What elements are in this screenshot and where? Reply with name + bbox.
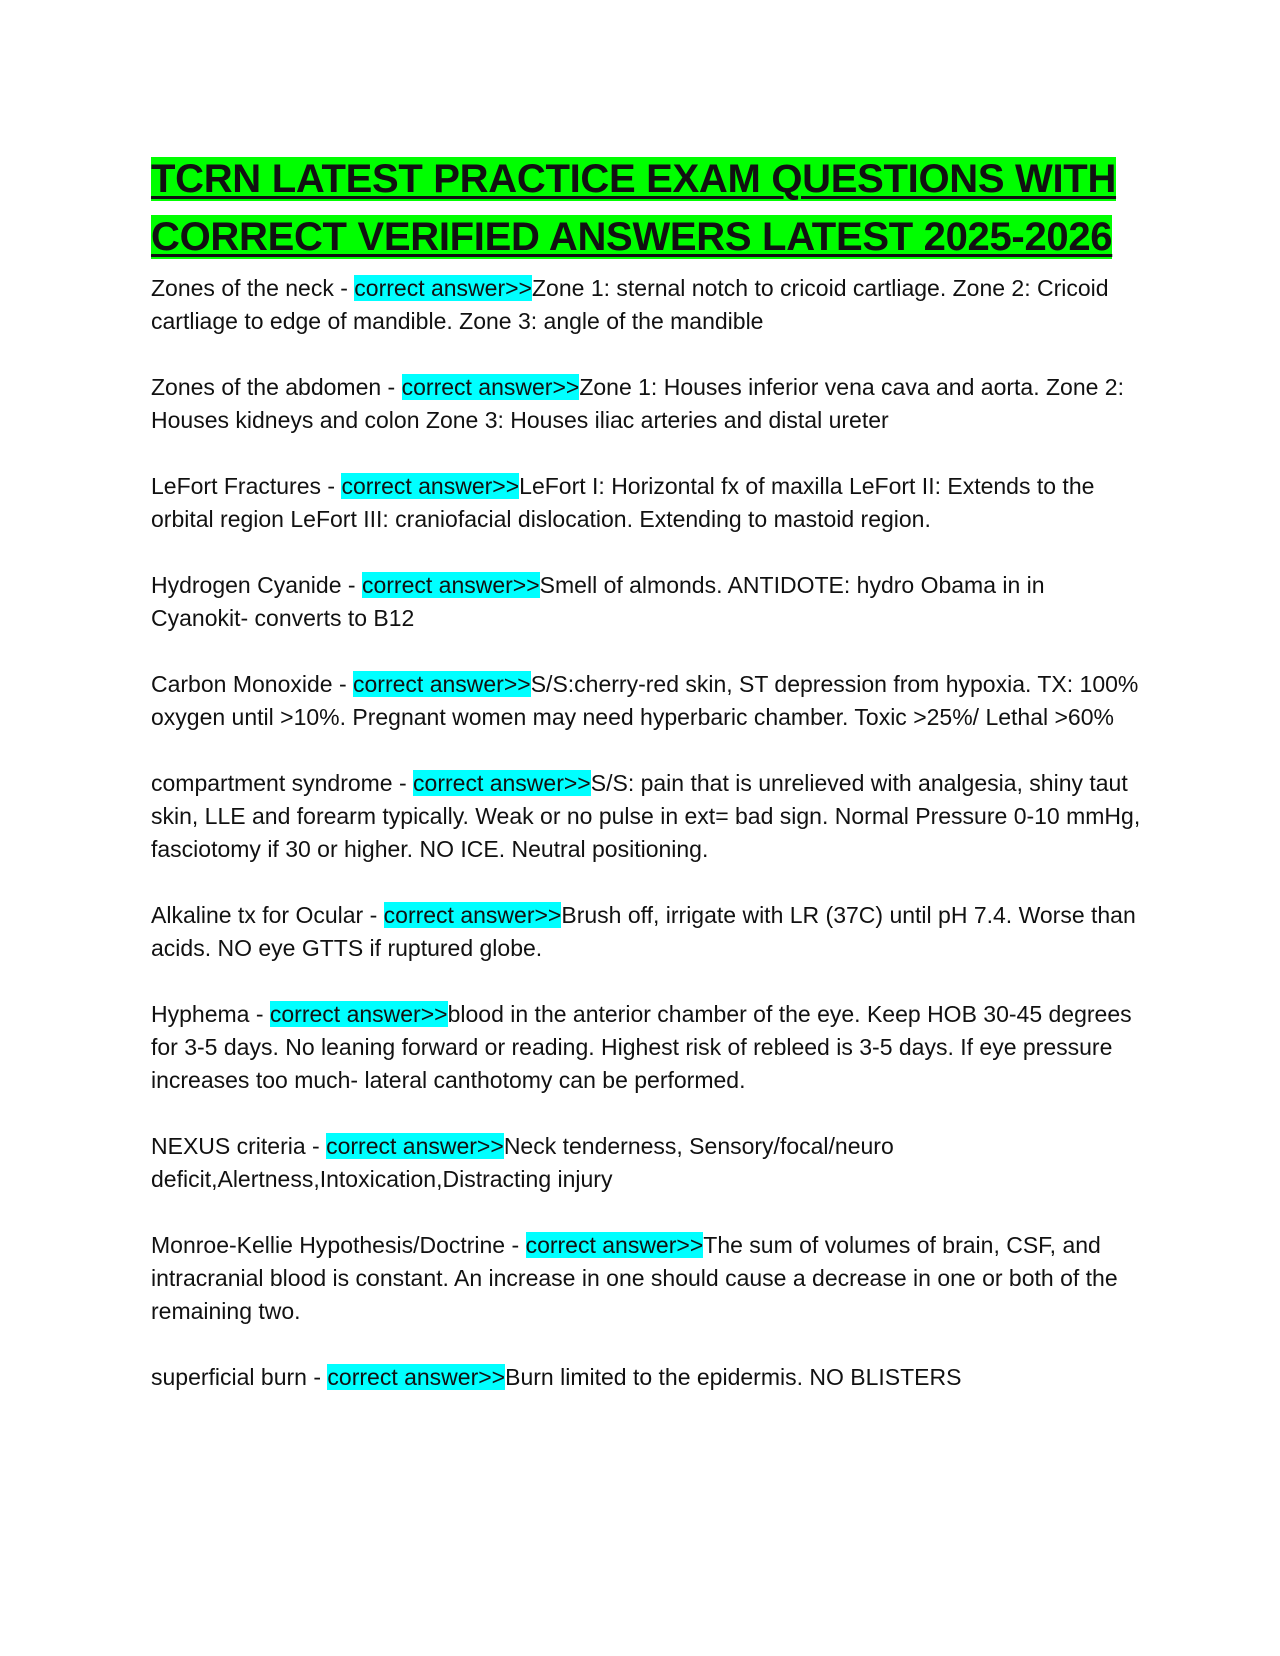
qa-entry: [151, 371, 1141, 437]
entry-answer: Smell of almonds. ANTIDOTE: hydro Obama in in Cyanokit- converts to B12: [151, 572, 1045, 631]
entry-separator: -: [305, 1133, 327, 1159]
entry-separator: -: [332, 671, 354, 697]
entry-term: Zones of the abdomen: [151, 374, 382, 400]
entry-separator: -: [505, 1232, 526, 1258]
qa-entry: [151, 272, 1141, 338]
qa-entry: [151, 1130, 1141, 1196]
entry-answer: S/S: pain that is unrelieved with analgesia, shiny taut skin, LLE and forearm typically. Weak or no pulse in ext= bad sign. Normal Pressure 0-10 mmHg, fasciotomy if 30 or higher. NO ICE. Neutral positioning.: [151, 770, 1141, 862]
entry-answer: Neck tenderness, Sensory/focal/neuro deficit,Alertness,Intoxication,Distracting injury: [151, 1133, 894, 1192]
entry-term: Hydrogen Cyanide: [151, 572, 342, 598]
entry-term: Carbon Monoxide: [151, 671, 333, 697]
entry-answer: S/S:cherry-red skin, ST depression from hypoxia. TX: 100% oxygen until >10%. Pregnant women may need hyperbaric chamber. Toxic >25%/ Lethal >60%: [151, 671, 1139, 730]
entry-term: compartment syndrome: [151, 770, 393, 796]
correct-answer-label: correct answer>>: [269, 1001, 448, 1027]
entry-term: Hyphema: [151, 1001, 250, 1027]
entry-separator: -: [321, 473, 342, 499]
document-title: [151, 150, 1131, 266]
entry-separator: -: [392, 770, 414, 796]
entry-answer: Zone 1: sternal notch to cricoid cartliage. Zone 2: Cricoid cartliage to edge of mandible. Zone 3: angle of the mandible: [151, 275, 1109, 334]
qa-entry: [151, 1361, 1141, 1394]
entry-term: Monroe-Kellie Hypothesis/Doctrine: [151, 1232, 506, 1258]
correct-answer-label: correct answer>>: [341, 473, 520, 499]
correct-answer-label: correct answer>>: [383, 902, 562, 928]
correct-answer-label: correct answer>>: [401, 374, 580, 400]
entry-term: Zones of the neck: [151, 275, 334, 301]
entry-separator: -: [249, 1001, 270, 1027]
qa-entry: [151, 569, 1141, 635]
entry-answer: Burn limited to the epidermis. NO BLISTERS: [505, 1364, 962, 1390]
qa-entry: [151, 998, 1141, 1097]
entry-answer: blood in the anterior chamber of the eye. Keep HOB 30-45 degrees for 3-5 days. No leaning forward or reading. Highest risk of rebleed is 3-5 days. If eye pressure increases too much- lateral canthotomy can be performed.: [151, 1001, 1132, 1093]
qa-entry: [151, 470, 1141, 536]
entry-separator: -: [363, 902, 384, 928]
correct-answer-label: correct answer>>: [353, 671, 531, 697]
title-line-2: CORRECT VERIFIED ANSWERS LATEST 2025-2026: [151, 215, 1113, 259]
correct-answer-label: correct answer>>: [327, 1364, 506, 1390]
qa-list: [151, 272, 1141, 1394]
entry-separator: -: [341, 572, 362, 598]
entry-separator: -: [306, 1364, 328, 1390]
qa-entry: [151, 668, 1141, 734]
correct-answer-label: correct answer>>: [413, 770, 591, 796]
entry-answer: LeFort I: Horizontal fx of maxilla LeFort II: Extends to the orbital region LeFort III: craniofacial dislocation. Extending to mastoid region.: [151, 473, 1095, 532]
entry-term: LeFort Fractures: [151, 473, 321, 499]
entry-answer: Brush off, irrigate with LR (37C) until pH 7.4. Worse than acids. NO eye GTTS if ruptured globe.: [151, 902, 1136, 961]
document-page: [151, 150, 1141, 1427]
entry-separator: -: [381, 374, 402, 400]
entry-answer: Zone 1: Houses inferior vena cava and aorta. Zone 2: Houses kidneys and colon Zone 3: Houses iliac arteries and distal ureter: [151, 374, 1124, 433]
qa-entry: [151, 899, 1141, 965]
entry-answer: The sum of volumes of brain, CSF, and intracranial blood is constant. An increase in one should cause a decrease in one or both of the remaining two.: [151, 1232, 1118, 1324]
entry-term: NEXUS criteria: [151, 1133, 306, 1159]
entry-term: superficial burn: [151, 1364, 307, 1390]
qa-entry: [151, 1229, 1141, 1328]
qa-entry: [151, 767, 1141, 866]
correct-answer-label: correct answer>>: [525, 1232, 704, 1258]
correct-answer-label: correct answer>>: [354, 275, 532, 301]
correct-answer-label: correct answer>>: [361, 572, 540, 598]
entry-term: Alkaline tx for Ocular: [151, 902, 364, 928]
title-line-1: TCRN LATEST PRACTICE EXAM QUESTIONS WITH: [151, 157, 1117, 201]
correct-answer-label: correct answer>>: [326, 1133, 504, 1159]
entry-separator: -: [333, 275, 355, 301]
